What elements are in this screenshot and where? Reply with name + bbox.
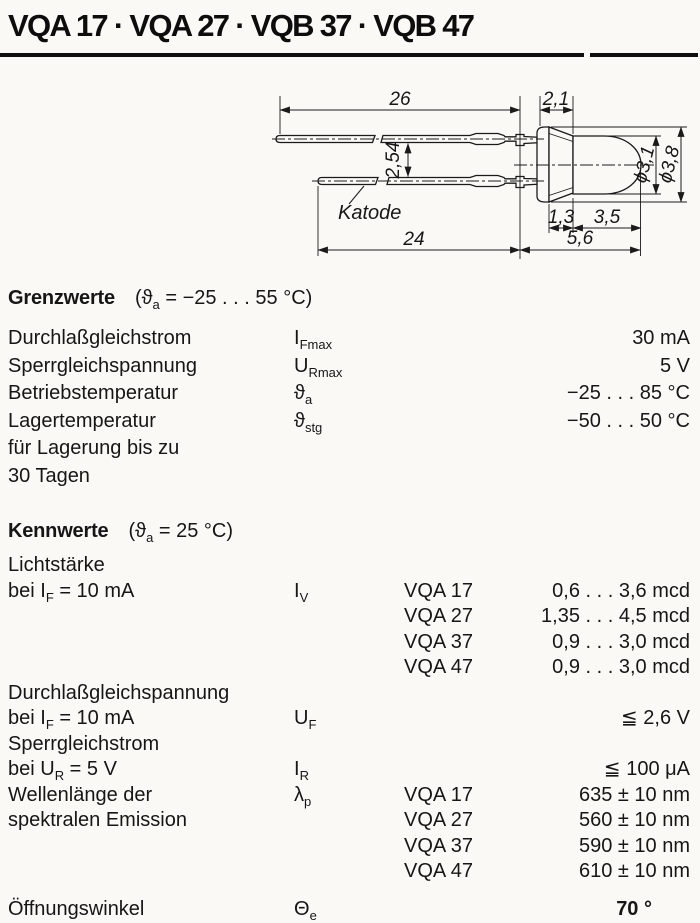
- param-value: 1,35 . . . 4,5 mcd: [541, 605, 690, 627]
- param-symbol: [294, 604, 404, 630]
- param-label: spektralen Emission: [8, 809, 187, 831]
- spec-line: [8, 325, 690, 353]
- param-value: 560 ± 10 nm: [578, 809, 690, 831]
- spec-line: [8, 808, 690, 834]
- param-symbol: [294, 655, 404, 681]
- cathode-label: Katode: [338, 202, 402, 224]
- param-label: bei $I_F = 10$ mA: [8, 579, 135, 605]
- param-label: [8, 859, 294, 885]
- header-divider: [0, 53, 584, 57]
- param-symbol: [294, 808, 404, 834]
- spec-line: [8, 630, 690, 656]
- param-label: bei $U_R = 5$ V: [8, 758, 117, 783]
- param-value: 0,6 . . . 3,6 mcd: [552, 579, 690, 602]
- param-value: 70 °: [616, 897, 652, 920]
- spec-line: [8, 380, 690, 408]
- param-value: 30 mA: [632, 327, 690, 349]
- spec-line: [8, 859, 690, 885]
- type-name: [404, 897, 523, 923]
- param-label: [8, 630, 294, 656]
- type-name: [404, 553, 523, 579]
- section-title: Grenzwerte: [8, 287, 115, 309]
- type-name: VQA 47: [404, 860, 473, 882]
- param-label: für Lagerung bis zu: [8, 437, 180, 459]
- spec-line: [8, 553, 690, 579]
- spec-line: [8, 834, 690, 860]
- type-name: [404, 706, 523, 732]
- param-value: 0,9 . . . 3,0 mcd: [552, 630, 690, 653]
- dim-flange-length: 1,3: [547, 207, 575, 228]
- type-name: [404, 463, 523, 491]
- type-name: [404, 681, 523, 707]
- section-kennwerte: [8, 518, 690, 922]
- type-name: VQA 27: [404, 809, 473, 831]
- param-symbol: $U_F$: [294, 707, 317, 732]
- param-label: Wellenlänge der: [8, 783, 153, 806]
- section-condition: ($ϑ_a = 25$ °C): [128, 520, 233, 545]
- param-value: −50 . . . 50 °C: [566, 409, 690, 432]
- section-heading-kennwerte: [8, 518, 690, 545]
- param-value: 635 ± 10 nm: [578, 783, 690, 806]
- param-label: Sperrgleichstrom: [8, 732, 160, 755]
- param-value: 610 ± 10 nm: [578, 860, 690, 882]
- param-symbol: [294, 681, 404, 707]
- param-symbol: [294, 732, 404, 758]
- param-symbol: [294, 859, 404, 885]
- section-title: Kennwerte: [8, 520, 109, 542]
- dim-lead-length-top: 26: [389, 89, 411, 110]
- type-name: VQA 17: [404, 783, 473, 806]
- param-symbol: $ϑ_a$: [294, 382, 313, 407]
- param-label: Lagertemperatur: [8, 409, 156, 432]
- led-drawing-svg: [250, 82, 700, 272]
- param-symbol: [294, 463, 404, 491]
- param-label: 30 Tagen: [8, 464, 90, 487]
- dim-dome-length: 3,5: [593, 207, 621, 228]
- section-condition: ($ϑ_a = -25$ . . . 55 °C): [134, 287, 313, 312]
- type-name: VQA 47: [404, 656, 473, 678]
- dim-body-step: 2,1: [542, 89, 570, 110]
- type-name: VQA 17: [404, 579, 473, 602]
- param-label: [8, 655, 294, 681]
- param-symbol: $\Theta_e$: [294, 897, 317, 923]
- type-name: [404, 353, 523, 381]
- type-name: VQA 27: [404, 605, 473, 627]
- param-value: [523, 553, 690, 579]
- type-name: VQA 37: [404, 630, 473, 653]
- spec-line: [8, 579, 690, 605]
- type-name: [404, 380, 523, 408]
- spec-line: [8, 897, 690, 923]
- param-value: −25 . . . 85 °C: [566, 382, 690, 404]
- param-symbol: $U_{Rmax}$: [294, 354, 343, 380]
- param-symbol: [294, 553, 404, 579]
- type-name: [404, 757, 523, 783]
- param-symbol: $I_V$: [294, 579, 309, 605]
- anode-lead: [276, 134, 542, 146]
- header-divider-segment: [590, 53, 698, 57]
- param-label: Lichtstärke: [8, 554, 105, 576]
- param-label: [8, 604, 294, 630]
- type-name: [404, 325, 523, 353]
- param-value: [523, 681, 690, 707]
- spec-line: [8, 655, 690, 681]
- param-value: [523, 435, 690, 463]
- spec-line: [8, 408, 690, 436]
- section-grenzwerte: [8, 285, 690, 490]
- param-symbol: [294, 630, 404, 656]
- spec-line: [8, 681, 690, 707]
- spec-line: [8, 706, 690, 732]
- type-name: [404, 435, 523, 463]
- param-value: ≦ 2,6 V: [620, 707, 690, 729]
- section-heading-grenzwerte: [8, 285, 690, 312]
- param-symbol: $\lambda_p$: [294, 783, 312, 809]
- param-value: ≦ 100 μA: [603, 758, 690, 780]
- param-value: [523, 463, 690, 491]
- param-symbol: $I_R$: [294, 758, 309, 783]
- led-body: [537, 127, 641, 202]
- param-label: Durchlaßgleichstrom: [8, 327, 192, 349]
- type-name: VQA 37: [404, 834, 473, 857]
- param-symbol: [294, 435, 404, 463]
- spec-line: [8, 353, 690, 381]
- param-value: 0,9 . . . 3,0 mcd: [552, 656, 690, 678]
- param-value: [523, 732, 690, 758]
- spec-line: [8, 783, 690, 809]
- param-label: bei $I_F = 10$ mA: [8, 707, 135, 732]
- type-name: [404, 408, 523, 436]
- dim-lead-length-bottom: 24: [403, 229, 425, 250]
- cathode-lead: [318, 176, 542, 188]
- dim-flange-diameter: ϕ3,8: [655, 144, 685, 186]
- param-symbol: $ϑ_{stg}$: [294, 409, 323, 435]
- param-symbol: $I_{Fmax}$: [294, 327, 333, 352]
- spec-line: [8, 435, 690, 463]
- type-name: [404, 732, 523, 758]
- param-label: Öffnungswinkel: [8, 897, 145, 920]
- dim-lead-pitch: 2,54: [383, 141, 404, 179]
- spec-line: [8, 604, 690, 630]
- param-label: Durchlaßgleichspannung: [8, 681, 230, 704]
- param-value: 5 V: [659, 354, 690, 377]
- param-symbol: [294, 834, 404, 860]
- page-title: VQA 17 · VQA 27 · VQB 37 · VQB 47: [8, 8, 474, 43]
- spec-line: [8, 463, 690, 491]
- spec-line: [8, 757, 690, 783]
- led-package-drawing: [250, 82, 700, 272]
- param-label: [8, 834, 294, 860]
- param-label: Betriebstemperatur: [8, 382, 179, 404]
- param-label: Sperrgleichspannung: [8, 354, 198, 377]
- dim-total-length: 5,6: [566, 228, 594, 249]
- spec-line: [8, 732, 690, 758]
- dim-lens-diameter: ϕ3,1: [630, 144, 660, 186]
- param-value: 590 ± 10 nm: [578, 834, 690, 857]
